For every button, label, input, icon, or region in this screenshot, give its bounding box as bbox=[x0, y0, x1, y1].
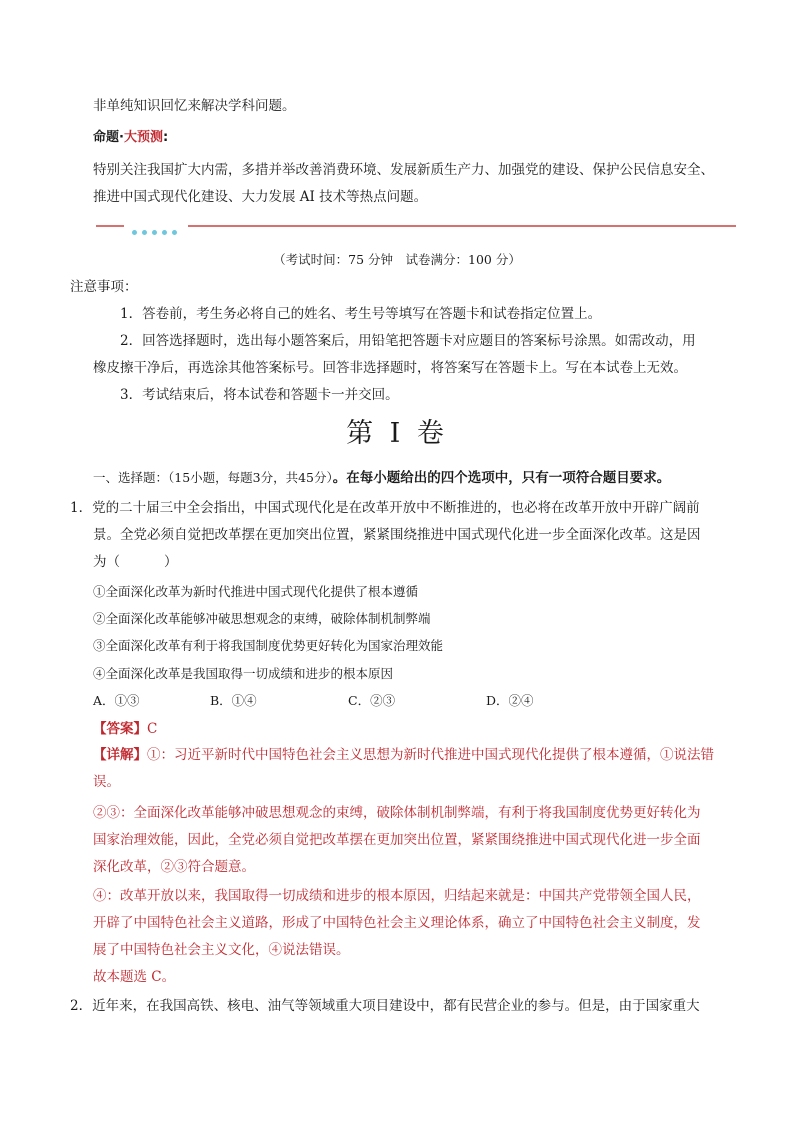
q1-conclusion: 故本题选 C。 bbox=[93, 969, 176, 985]
note-item-3: 3．考试结束后，将本试卷和答题卡一并交回。 bbox=[120, 387, 399, 403]
q1-choice-a: A．①③ bbox=[93, 693, 140, 708]
prediction-label-suffix: : bbox=[162, 130, 169, 145]
divider-left-bar bbox=[96, 225, 124, 227]
q1-detail-2-line-2: 国家治理效能，因此，全党必须自觉把改革摆在更加突出位置，紧紧围绕推进中国式现代化进一步全面 bbox=[93, 832, 701, 848]
prediction-label bbox=[93, 128, 168, 148]
q1-stem-line-3-pre: 为（ bbox=[93, 554, 120, 570]
detail-1-text: ①：习近平新时代中国特色社会主义思想为新时代推进中国式现代化提供了根本遵循，①说法错 bbox=[147, 747, 714, 763]
part-1-heading bbox=[93, 468, 670, 488]
q1-answer bbox=[93, 719, 157, 739]
notes-heading: 注意事项： bbox=[70, 279, 138, 295]
part-1-suffix: 。在每小题给出的四个选项中，只有一项符合题目要求。 bbox=[332, 470, 671, 486]
exam-info: （考试时间：75 分钟 试卷满分：100 分） bbox=[273, 252, 521, 267]
prediction-label-prefix: 命题· bbox=[93, 130, 124, 145]
prediction-label-emph: 大预测 bbox=[123, 130, 163, 145]
q1-stem-line-1: 1．党的二十届三中全会指出，中国式现代化是在改革开放中不断推进的，也必将在改革开放中开辟广阔前 bbox=[70, 500, 700, 516]
note-item-2-line-1: 2．回答选择题时，选出每小题答案后，用铅笔把答题卡对应题目的答案标号涂黑。如需改动，用 bbox=[120, 333, 696, 349]
section-title: 第 I 卷 bbox=[346, 418, 448, 449]
q1-stem-line-2: 景。全党必须自觉把改革摆在更加突出位置，紧紧围绕推进中国式现代化进一步全面深化改革。这是因 bbox=[93, 527, 701, 543]
intro-tail: 非单纯知识回忆来解决学科问题。 bbox=[93, 98, 296, 114]
q1-option-4: ④全面深化改革是我国取得一切成绩和进步的根本原因 bbox=[93, 666, 394, 681]
q1-detail-2-line-1: ②③：全面深化改革能够冲破思想观念的束缚，破除体制机制弊端，有利于将我国制度优势更好转化为 bbox=[93, 805, 701, 821]
q1-detail-2-line-3: 深化改革，②③符合题意。 bbox=[93, 859, 255, 875]
section-divider bbox=[96, 224, 736, 228]
q1-detail-3-line-3: 展了中国特色社会主义文化，④说法错误。 bbox=[93, 942, 350, 958]
prediction-line-2: 推进中国式现代化建设、大力发展 AI 技术等热点问题。 bbox=[93, 189, 428, 205]
divider-dots bbox=[132, 223, 184, 229]
q1-option-3: ③全面深化改革有利于将我国制度优势更好转化为国家治理效能 bbox=[93, 638, 444, 653]
q1-option-2: ②全面深化改革能够冲破思想观念的束缚，破除体制机制弊端 bbox=[93, 611, 431, 626]
q1-detail-1-line-1 bbox=[93, 745, 714, 765]
q1-choice-b: B．①④ bbox=[210, 693, 257, 708]
part-1-prefix: 一、选择题：（15小题，每题3分，共45分） bbox=[93, 470, 333, 485]
q1-stem-line-3 bbox=[93, 552, 178, 572]
q2-stem-line-1: 2．近年来，在我国高铁、核电、油气等领域重大项目建设中，都有民营企业的参与。但是，由于国家重大 bbox=[70, 998, 700, 1014]
q1-choice-d: D．②④ bbox=[486, 693, 534, 708]
answer-value: C bbox=[147, 721, 158, 737]
detail-label: 【详解】 bbox=[93, 747, 147, 763]
note-item-2-line-2: 橡皮擦干净后，再选涂其他答案标号。回答非选择题时，将答案写在答题卡上。写在本试卷上无效。 bbox=[93, 360, 687, 376]
note-item-1: 1．答卷前，考生务必将自己的姓名、考生号等填写在答题卡和试卷指定位置上。 bbox=[120, 306, 602, 322]
q1-detail-1-line-2: 误。 bbox=[93, 774, 120, 790]
answer-label: 【答案】 bbox=[93, 721, 147, 737]
q1-option-1: ①全面深化改革为新时代推进中国式现代化提供了根本遵循 bbox=[93, 584, 419, 599]
divider-right-bar bbox=[188, 225, 736, 227]
q1-detail-3-line-1: ④：改革开放以来，我国取得一切成绩和进步的根本原因，归结起来就是：中国共产党带领全国人民， bbox=[93, 888, 701, 904]
q1-choice-c: C．②③ bbox=[348, 693, 396, 708]
q1-stem-line-3-post: ） bbox=[164, 554, 178, 570]
prediction-line-1: 特别关注我国扩大内需，多措并举改善消费环境、发展新质生产力、加强党的建设、保护公民信息安全、 bbox=[93, 162, 714, 178]
q1-detail-3-line-2: 开辟了中国特色社会主义道路，形成了中国特色社会主义理论体系，确立了中国特色社会主义制度，发 bbox=[93, 915, 701, 931]
